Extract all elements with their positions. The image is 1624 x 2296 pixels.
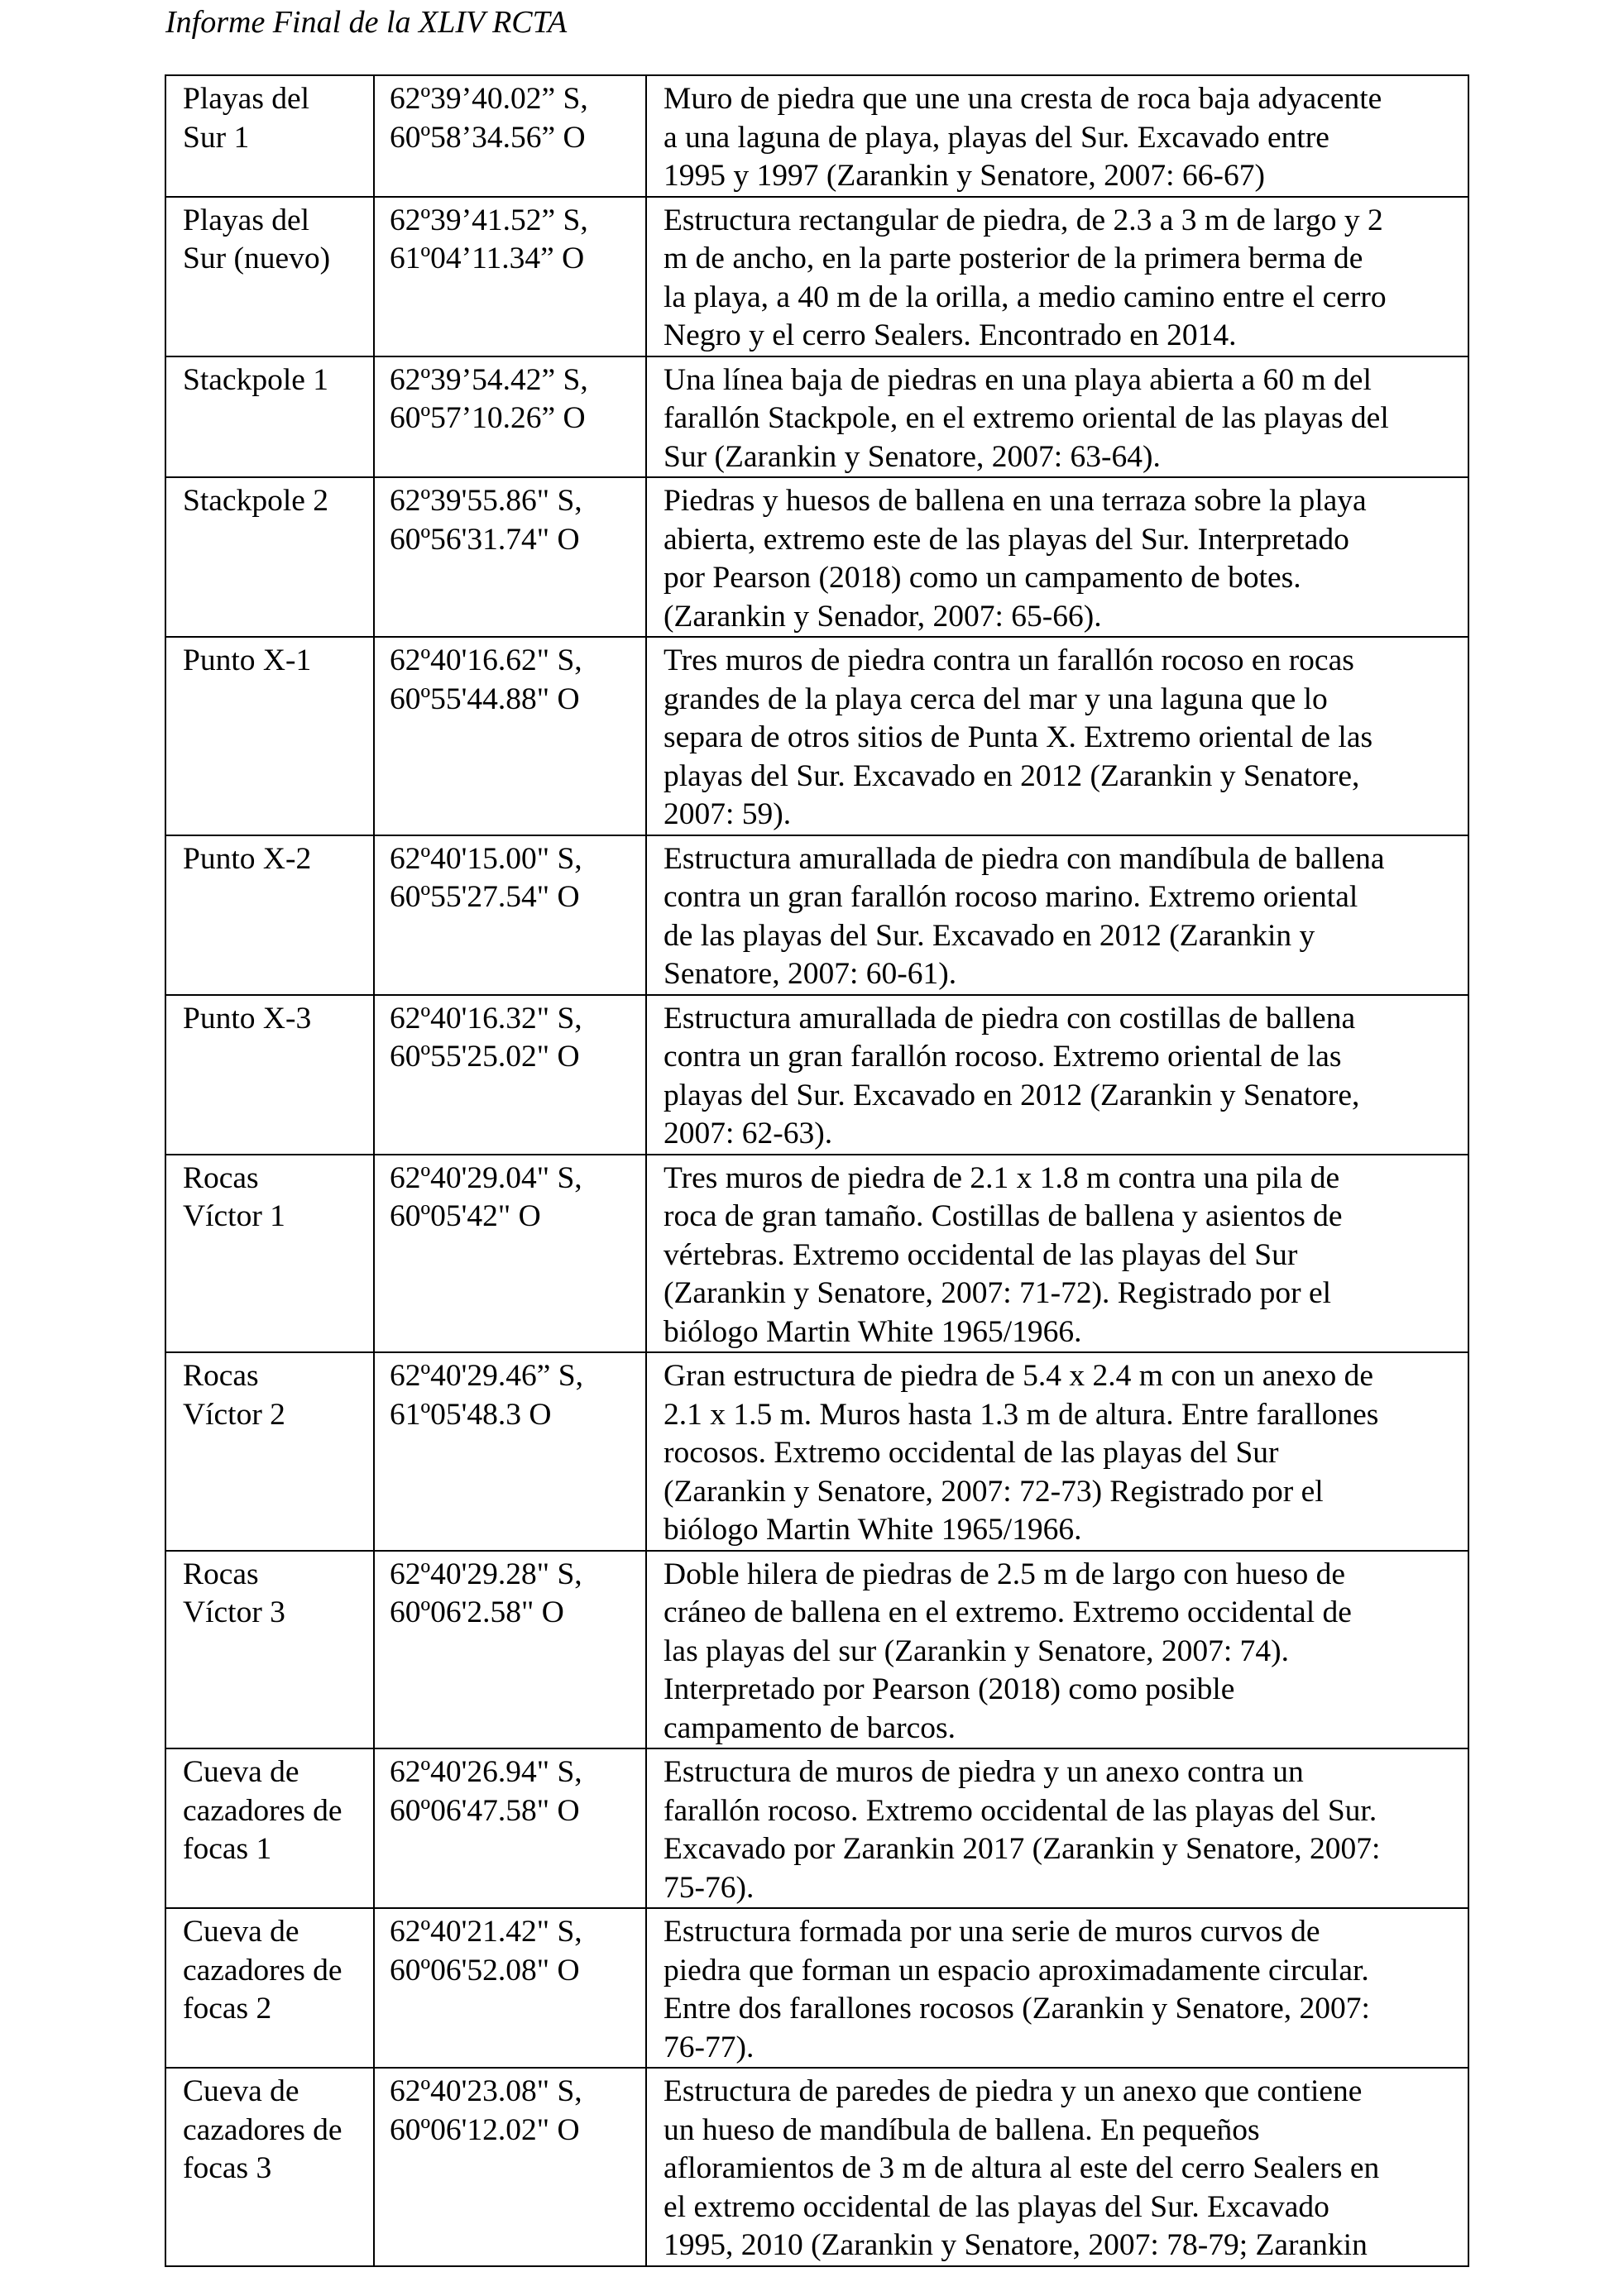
description-line: (Zarankin y Senatore, 2007: 72-73) Registrado por el bbox=[663, 1474, 1324, 1509]
description-cell bbox=[646, 1748, 1468, 1908]
description-line: grandes de la playa cerca del mar y una laguna que lo bbox=[663, 682, 1328, 716]
description-line: Doble hilera de piedras de 2.5 m de largo con hueso de bbox=[663, 1557, 1346, 1591]
site-name-cell bbox=[165, 995, 374, 1155]
description-line: 75-76). bbox=[663, 1870, 755, 1905]
coordinates-line: 60º57’10.26” O bbox=[390, 401, 586, 435]
description-cell bbox=[646, 2068, 1468, 2266]
description-line: por Pearson (2018) como un campamento de botes. bbox=[663, 561, 1301, 595]
description-line: Estructura amurallada de piedra con costillas de ballena bbox=[663, 1001, 1356, 1036]
running-header: Informe Final de la XLIV RCTA bbox=[165, 5, 568, 40]
coordinates-line: 60º06'47.58" O bbox=[390, 1793, 580, 1828]
sites-table-body bbox=[165, 75, 1468, 2266]
description-line: Una línea baja de piedras en una playa abierta a 60 m del bbox=[663, 362, 1372, 397]
description-line: Muro de piedra que une una cresta de roca baja adyacente bbox=[663, 82, 1382, 116]
site-name-cell bbox=[165, 356, 374, 478]
table-row bbox=[165, 835, 1468, 995]
site-name-cell bbox=[165, 1748, 374, 1908]
coordinates-cell bbox=[374, 356, 646, 478]
site-name-line: cazadores de bbox=[183, 1793, 343, 1828]
coordinates-line: 62º39’41.52” S, bbox=[390, 203, 588, 237]
description-line: Negro y el cerro Sealers. Encontrado en 2014. bbox=[663, 318, 1237, 352]
table-row bbox=[165, 197, 1468, 356]
site-name-line: Punto X-2 bbox=[183, 841, 312, 876]
description-cell bbox=[646, 75, 1468, 197]
description-line: 2007: 62-63). bbox=[663, 1117, 833, 1150]
coordinates-cell bbox=[374, 637, 646, 835]
coordinates-line: 60º06'2.58" O bbox=[390, 1595, 564, 1629]
description-line: roca de gran tamaño. Costillas de ballena y asientos de bbox=[663, 1199, 1343, 1233]
coordinates-line: 62º40'16.62" S, bbox=[390, 643, 582, 677]
description-line: de las playas del Sur. Excavado en 2012 (Zarankin y bbox=[663, 918, 1315, 953]
description-line: 76-77). bbox=[663, 2030, 755, 2064]
description-line: playas del Sur. Excavado en 2012 (Zarankin y Senatore, bbox=[663, 758, 1360, 793]
coordinates-cell bbox=[374, 75, 646, 197]
site-name-line: Cueva de bbox=[183, 2074, 299, 2108]
archaeological-sites-table bbox=[165, 74, 1469, 2267]
description-line: Estructura amurallada de piedra con mandíbula de ballena bbox=[663, 841, 1385, 876]
description-line: 1995 y 1997 (Zarankin y Senatore, 2007: 66-67) bbox=[663, 159, 1265, 193]
description-line: rocosos. Extremo occidental de las playas del Sur bbox=[663, 1436, 1279, 1470]
coordinates-cell bbox=[374, 1748, 646, 1908]
site-name-line: Stackpole 2 bbox=[183, 484, 329, 518]
description-line: playas del Sur. Excavado en 2012 (Zarankin y Senatore, bbox=[663, 1078, 1360, 1112]
coordinates-line: 60º55'25.02" O bbox=[390, 1040, 580, 1074]
description-line: Sur (Zarankin y Senatore, 2007: 63-64). bbox=[663, 439, 1161, 474]
site-name-line: focas 3 bbox=[183, 2151, 272, 2185]
coordinates-cell bbox=[374, 1551, 646, 1749]
description-cell bbox=[646, 1551, 1468, 1749]
description-line: Tres muros de piedra contra un farallón rocoso en rocas bbox=[663, 643, 1354, 677]
description-line: el extremo occidental de las playas del Sur. Excavado bbox=[663, 2189, 1329, 2224]
description-line: vértebras. Extremo occidental de las playas del Sur bbox=[663, 1237, 1298, 1272]
description-cell bbox=[646, 1352, 1468, 1551]
site-name-line: Cueva de bbox=[183, 1755, 299, 1789]
description-cell bbox=[646, 1908, 1468, 2068]
coordinates-line: 60º55'27.54" O bbox=[390, 880, 580, 914]
site-name-cell bbox=[165, 637, 374, 835]
table-row bbox=[165, 1748, 1468, 1908]
coordinates-cell bbox=[374, 1908, 646, 2068]
site-name-line: Sur (nuevo) bbox=[183, 242, 331, 275]
coordinates-line: 62º39’40.02” S, bbox=[390, 82, 588, 116]
table-row bbox=[165, 356, 1468, 478]
table-row bbox=[165, 1352, 1468, 1551]
site-name-cell bbox=[165, 1155, 374, 1353]
site-name-cell bbox=[165, 1551, 374, 1749]
coordinates-line: 62º40'26.94" S, bbox=[390, 1755, 582, 1789]
table-row bbox=[165, 1551, 1468, 1749]
description-line: Excavado por Zarankin 2017 (Zarankin y Senatore, 2007: bbox=[663, 1832, 1381, 1866]
coordinates-line: 62º40'16.32" S, bbox=[390, 1001, 582, 1036]
description-line: un hueso de mandíbula de ballena. En pequeños bbox=[663, 2112, 1260, 2147]
site-name-line: Víctor 2 bbox=[183, 1397, 285, 1432]
coordinates-line: 60º58’34.56” O bbox=[390, 120, 586, 155]
coordinates-line: 62º40'23.08" S, bbox=[390, 2074, 582, 2108]
description-line: Estructura rectangular de piedra, de 2.3 a 3 m de largo y 2 bbox=[663, 203, 1383, 237]
site-name-line: Rocas bbox=[183, 1359, 259, 1393]
site-name-cell bbox=[165, 75, 374, 197]
description-line: biólogo Martin White 1965/1966. bbox=[663, 1513, 1082, 1547]
table-row bbox=[165, 1155, 1468, 1353]
coordinates-line: 62º40'15.00" S, bbox=[390, 841, 582, 876]
coordinates-line: 60º06'12.02" O bbox=[390, 2112, 580, 2147]
description-line: m de ancho, en la parte posterior de la primera berma de bbox=[663, 242, 1363, 275]
description-line: contra un gran farallón rocoso marino. Extremo oriental bbox=[663, 880, 1358, 914]
description-line: 1995, 2010 (Zarankin y Senatore, 2007: 78-79; Zarankin bbox=[663, 2228, 1368, 2262]
site-name-line: cazadores de bbox=[183, 2112, 343, 2147]
site-name-cell bbox=[165, 197, 374, 356]
description-line: la playa, a 40 m de la orilla, a medio camino entre el cerro bbox=[663, 280, 1387, 314]
coordinates-cell bbox=[374, 835, 646, 995]
coordinates-cell bbox=[374, 1352, 646, 1551]
site-name-line: Punto X-3 bbox=[183, 1001, 312, 1036]
description-line: Entre dos farallones rocosos (Zarankin y Senatore, 2007: bbox=[663, 1992, 1370, 2026]
coordinates-line: 61º04’11.34” O bbox=[390, 242, 585, 275]
coordinates-line: 62º40'29.28" S, bbox=[390, 1557, 582, 1591]
table-row bbox=[165, 75, 1468, 197]
site-name-line: Sur 1 bbox=[183, 120, 250, 155]
description-cell bbox=[646, 835, 1468, 995]
description-line: Senatore, 2007: 60-61). bbox=[663, 957, 957, 991]
description-line: campamento de barcos. bbox=[663, 1710, 956, 1745]
description-line: Tres muros de piedra de 2.1 x 1.8 m contra una pila de bbox=[663, 1160, 1340, 1195]
site-name-line: Cueva de bbox=[183, 1915, 299, 1949]
site-name-line: Rocas bbox=[183, 1160, 259, 1195]
description-line: farallón Stackpole, en el extremo oriental de las playas del bbox=[663, 401, 1389, 435]
table-row bbox=[165, 477, 1468, 637]
description-line: 2.1 x 1.5 m. Muros hasta 1.3 m de altura. Entre farallones bbox=[663, 1397, 1379, 1432]
description-line: piedra que forman un espacio aproximadamente circular. bbox=[663, 1953, 1369, 1987]
coordinates-line: 62º40'21.42" S, bbox=[390, 1915, 582, 1949]
table-row bbox=[165, 1908, 1468, 2068]
table-row bbox=[165, 995, 1468, 1155]
site-name-cell bbox=[165, 477, 374, 637]
description-cell bbox=[646, 1155, 1468, 1353]
site-name-line: Víctor 3 bbox=[183, 1595, 285, 1629]
site-name-line: Playas del bbox=[183, 203, 310, 237]
coordinates-cell bbox=[374, 1155, 646, 1353]
site-name-cell bbox=[165, 835, 374, 995]
coordinates-line: 62º40'29.04" S, bbox=[390, 1160, 582, 1195]
description-line: Interpretado por Pearson (2018) como posible bbox=[663, 1672, 1235, 1706]
site-name-line: Playas del bbox=[183, 82, 310, 116]
coordinates-line: 61º05'48.3 O bbox=[390, 1397, 552, 1432]
description-line: las playas del sur (Zarankin y Senatore, 2007: 74). bbox=[663, 1634, 1290, 1668]
description-line: Piedras y huesos de ballena en una terraza sobre la playa bbox=[663, 484, 1367, 518]
description-line: Gran estructura de piedra de 5.4 x 2.4 m con un anexo de bbox=[663, 1359, 1374, 1393]
site-name-cell bbox=[165, 2068, 374, 2266]
description-line: cráneo de ballena en el extremo. Extremo occidental de bbox=[663, 1595, 1352, 1629]
coordinates-cell bbox=[374, 197, 646, 356]
description-line: separa de otros sitios de Punta X. Extremo oriental de las bbox=[663, 720, 1373, 754]
coordinates-line: 60º55'44.88" O bbox=[390, 682, 580, 716]
description-line: contra un gran farallón rocoso. Extremo oriental de las bbox=[663, 1040, 1342, 1074]
description-line: biólogo Martin White 1965/1966. bbox=[663, 1314, 1082, 1349]
coordinates-cell bbox=[374, 477, 646, 637]
site-name-line: Rocas bbox=[183, 1557, 259, 1591]
coordinates-line: 62º39’54.42” S, bbox=[390, 362, 588, 397]
coordinates-line: 62º40'29.46” S, bbox=[390, 1359, 584, 1393]
description-line: abierta, extremo este de las playas del Sur. Interpretado bbox=[663, 522, 1349, 557]
coordinates-line: 60º06'52.08" O bbox=[390, 1953, 580, 1987]
description-cell bbox=[646, 197, 1468, 356]
description-line: Estructura de paredes de piedra y un anexo que contiene bbox=[663, 2074, 1363, 2108]
description-line: 2007: 59). bbox=[663, 797, 792, 831]
table-row bbox=[165, 637, 1468, 835]
coordinates-cell bbox=[374, 2068, 646, 2266]
description-line: afloramientos de 3 m de altura al este del cerro Sealers en bbox=[663, 2151, 1380, 2185]
table-row bbox=[165, 2068, 1468, 2266]
site-name-cell bbox=[165, 1352, 374, 1551]
description-line: (Zarankin y Senador, 2007: 65-66). bbox=[663, 599, 1102, 634]
description-line: Estructura de muros de piedra y un anexo contra un bbox=[663, 1755, 1304, 1789]
description-line: farallón rocoso. Extremo occidental de las playas del Sur. bbox=[663, 1793, 1377, 1828]
coordinates-line: 60º56'31.74" O bbox=[390, 522, 580, 557]
site-name-cell bbox=[165, 1908, 374, 2068]
site-name-line: cazadores de bbox=[183, 1953, 343, 1987]
coordinates-line: 62º39'55.86" S, bbox=[390, 484, 582, 518]
coordinates-cell bbox=[374, 995, 646, 1155]
site-name-line: Punto X-1 bbox=[183, 643, 312, 677]
site-name-line: Víctor 1 bbox=[183, 1199, 285, 1233]
site-name-line: focas 1 bbox=[183, 1832, 272, 1866]
description-cell bbox=[646, 356, 1468, 478]
coordinates-line: 60º05'42" O bbox=[390, 1199, 541, 1233]
description-line: a una laguna de playa, playas del Sur. Excavado entre bbox=[663, 120, 1329, 155]
description-cell bbox=[646, 995, 1468, 1155]
description-cell bbox=[646, 637, 1468, 835]
description-line: Estructura formada por una serie de muros curvos de bbox=[663, 1915, 1320, 1949]
site-name-line: Stackpole 1 bbox=[183, 362, 329, 397]
description-line: (Zarankin y Senatore, 2007: 71-72). Registrado por el bbox=[663, 1276, 1332, 1310]
site-name-line: focas 2 bbox=[183, 1992, 272, 2026]
description-cell bbox=[646, 477, 1468, 637]
